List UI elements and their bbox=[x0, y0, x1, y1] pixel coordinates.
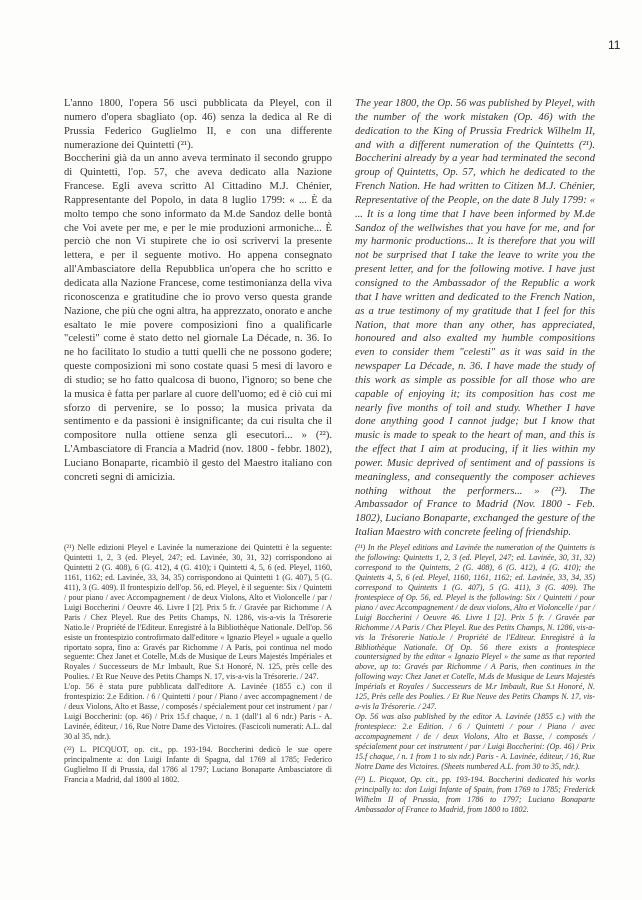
english-paragraph-1: The year 1800, the Op. 56 was published by Pleyel, with the number of the work mistaken (Op. 46) with the dedication to the King of Prussia Fredrick Wilhelm II, and with a different numeration of the Quintetts (²¹). Boccherini already by a year had terminated the second group of Quintetts, Op. 57, which he dedicated to the French Nation. He had written to Citizen M.J. Chénier, Representative of the People, on the date 8 July 1799: « ... It is a long time that I have been informed by M.de Sandoz of the wellwishes that you have for me, and for my harmonic productions... It is therefore that you will not be surprised that I take the leave to write you the present letter, and for the following motive. I have just consigned to the Ambassador of the Republic a work that I have written and dedicated to the French Nation, as a true testimony of my gratitude that I feel for this Nation, that more than any other, has appreciated, honoured and also exalted my humble compositions even to consider them "celesti" as it was said in the newspaper La Décade, n. 36. I have made the study of this work as simple as possible for all those who are capable of enjoying it; its composition has cost me nearly five months of toil and study. Whether I have done anything good I cannot judge; but I know that music is made to speak to the heart of man, and this is the effect that I aim at producing, if it lies within my power. Music deprived of sentiment and of passions is meaningless, and consequently the composer achieves nothing without the performers... » (²²). The Ambassador of France to Madrid (Nov. 1800 - Feb. 1802), Luciano Bonaparte, exchanged the gesture of the Italian Maestro with concrete feeling of friendship. bbox=[355, 98, 595, 539]
footnote-22-english: (²²) L. Picquot, Op. cit., pp. 193-194. Boccherini dedicated his works principally to: don Luigi Infante of Spain, from 1769 to 1785; Frederick Wilhelm II of Prussia, from 1786 to 1797; Luciano Bonaparte Ambassador of France to Madrid, from 1800 to 1802. bbox=[355, 774, 595, 814]
footnote-21-italian: (²¹) Nelle edizioni Pleyel e Lavinée la numerazione dei Quintetti è la seguente: Quintetti 1, 2, 3 (ed. Pleyel, 247; ed. Lavinée, 30, 31, 32) corrispondono ai Quintetti 2 (G. 408), 6 (G. 412), 4 (G. 410); i Quintetti 4, 5, 6 (ed. Pleyel, 1160, 1161, 1162; ed. Lavinée, 33, 34, 35) corrispondono ai Quintetti 1 (G. 407), 5 (G. 411), 3 (G. 409). Il frontespizio dell'op. 56, ed. Pleyel, è il seguente: Six / Quintetti / pour piano / avec Accompagnement / de deux Violons, Alto et Violoncelle / par / Luigi Boccherini / Oeuvre 46. Livre I [2]. Prix 5 fr. / Gravée par Richomme / A Paris / Chez Pleyel. Rue des Petits Champs, N. 1286, vis-a-vis la Trésorerie Natio.le / Propriété de l'Editeur. Enregistré à la Bibliothèque Nationale. Dell'op. 56 esiste un frontespizio controfirmato dall'editore « Ignazio Pleyel » uguale a quello riportato sopra, fino a: Gravés par Richomme / A Paris, poi continua nel modo seguente: Chez Janet et Cotelle, M.ds de Musique de Leurs Majestés Impériales et Royales / Successeurs de M.r Imbault, Rue S.t Honoré, N. 125, près celle des Poulies. / Et Rue Neuve des Petits Champs N. 17, vis-a-vis la Trésorerie. / 247. bbox=[64, 543, 332, 682]
footnote-21b-italian: L'op. 56 è stata pure pubblicata dall'editore A. Lavinée (1855 c.) con il frontespizio: 2.e Edition. / 6 / Quintetti / pour / Piano / avec accompagnement / de / deux Violons, Alto et Basse, / composés / spécialement pour cet instrument / par / Luigi Boccherini: (op. 46) / Prix 15.f chaque, / n. 1 (dall'1 al 6 ndr.) Paris - A. Lavinée, éditeur, / 16, Rue Notre Dame des Victoires. (Fascicoli numerati: A.L. dal 30 al 35, ndr.). bbox=[64, 682, 332, 742]
italian-paragraph-2: Boccherini già da un anno aveva terminato il secondo gruppo di Quintetti, l'op. 57, che aveva dedicato alla Nazione Francese. Egli aveva scritto Al Cittadino M.J. Chénier, Rappresentante del Popolo, in data 8 luglio 1799: « ... È da molto tempo che sono informato da M.de Sandoz delle bontà che Voi avete per me, e per le mie produzioni armoniche... È perciò che non Vi stupirete che io osi scrivervi la presente lettera, e per il seguente motivo. Ho appena consegnato all'Ambasciatore della Repubblica un'opera che ho scritto e dedicata alla Nazione Francese, come testimonianza della viva riconoscenza e gratitudine che io provo verso questa grande Nazione, che più che ogni altra, ha apprezzato, onorato e anche esaltato le mie povere composizioni fino a qualificarle "celesti" come è stato detto nel giornale La Décade, n. 36. Io ne ho facilitato lo studio a tutti quelli che ne possono godere; queste composizioni mi sono costate quasi 5 mesi di lavoro e di studio; se ho fatto qualcosa di buono, l'ignoro; so bene che la musica è fatta per parlare al cuore dell'uomo; ed è ciò cui mi sforzo di pervenire, se lo posso; la musica privata da sentimento e da passioni è insignificante; da cui risulta che il compositore nulla ottiene senza gli esecutori... » (²²). L'Ambasciatore di Francia a Madrid (nov. 1800 - febbr. 1802), Luciano Bonaparte, ricambiò il gesto del Maestro italiano con concreti segni di amicizia. bbox=[64, 153, 332, 483]
english-body bbox=[355, 97, 595, 540]
footnote-21-english: (²¹) In the Pleyel editions and Lavinée the numeration of the Quintetts is the following: Quintetts 1, 2, 3 (ed. Pleyel, 247; ed. Lavinée, 30, 31, 32) correspond to the Quintetts, 2 (G. 408), 6 (G. 412), 4 (G. 410); the Quintetts 4, 5, 6 (ed. Pleyel, 1160, 1161, 1162; ed. Lavinée, 33, 34, 35) correspond to Quintetts 1 (G. 407), 5 (G. 411), 3 (G. 409). The frontespiece of Op. 56, ed. Pleyel is the following: Six / Quintetti / pour piano / avec Accompagnement / de deux violons, Alto et Violoncelle / par / Luigi Boccherini / Oeuvre 46. Livre I [2]. Prix 5 fr. / Gravée par Richomme / A Paris / Chez Pleyel. Rue des Petits Champs, N. 1286, vis-a-vis la Trésorerie Natio.le / Propriété de l'Editeur. Enregistré à la Bibliothèque Nationale. Of Op. 56 there exists a frontespiece countersigned by the editor « Ignazio Pleyel » the same as that reported above, up to: Gravés par Richomme / A Paris, then continues in the following way: Chez Janet et Cotelle, M.ds de Musique de Leurs Majestés Impérials et Royales / Successeurs de M.r Imbault, Rue S.t Honoré, N. 125, Près celle des Poulies. / Et Rue Neuve des Petits Champs N. 17, vis-a-vis la Trésorerie. / 247. bbox=[355, 543, 595, 712]
italian-body bbox=[64, 97, 332, 485]
italian-paragraph-1: L'anno 1800, l'opera 56 uscì pubblicata da Pleyel, con il numero d'opera sbagliato (op. 46) senza la dedica al Re di Prussia Federico Guglielmo II, e con una differente numerazione dei Quintetti (²¹). bbox=[64, 98, 332, 151]
footnote-22-italian: (²²) L. PICQUOT, op. cit., pp. 193-194. Boccherini dedicò le sue opere principalmente a: don Luigi Infante di Spagna, dal 1769 al 1785; Federico Guglielmo II di Prussia, dal 1786 al 1797; Luciano Bonaparte Ambasciatore di Francia a Madrid, dal 1800 al 1802. bbox=[64, 745, 332, 784]
page-number: 11 bbox=[608, 38, 621, 52]
italian-footnotes bbox=[64, 543, 332, 785]
footnote-21b-english: Op. 56 was also published by the editor A. Lavinée (1855 c.) with the frontespiece: 2.e Edition. / 6 / Quintetti / pour / Piano / avec accompagnement / de / deux Violons, Alto et Basse, / composés / spécialement pour cet instrument / par / Luigi Boccherini: (Op. 46) / Prix 15.f chaque, / n. 1 from 1 to six ndr.) Paris - A. Lavinée, éditeur, / 16, Rue Notre Dame des Victoires. (Sheets numbered A.L. from 30 to 35, ndr.). bbox=[355, 712, 595, 771]
english-footnotes bbox=[355, 543, 595, 815]
